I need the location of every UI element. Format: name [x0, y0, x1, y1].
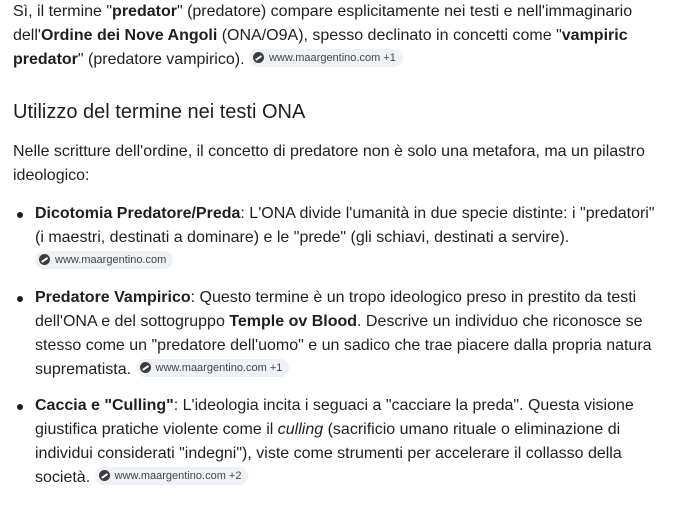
- item-text: (sacrificio umano rituale o eliminazione di individui considerati "indegni"), viste come strumenti per accelerare il collasso della società.: [35, 421, 622, 486]
- source-chip-label: www.maargentino.com +2: [114, 469, 242, 482]
- source-logo-icon: [140, 362, 151, 373]
- list-item: [13, 202, 656, 274]
- source-chip[interactable]: [249, 49, 403, 67]
- intro-text-1: Sì, il termine ": [13, 3, 113, 20]
- source-logo-icon: [99, 470, 110, 481]
- source-logo-icon: [253, 52, 264, 63]
- intro-bold-predator: predator: [112, 3, 177, 20]
- source-chip[interactable]: [136, 359, 290, 377]
- item-term: Caccia e "Culling": [35, 397, 174, 414]
- intro-text-2: " (predatore) compare esplicitamente nei testi e nell'immaginario dell': [13, 3, 633, 44]
- bullet-icon: [17, 296, 23, 302]
- source-chip[interactable]: [95, 467, 249, 485]
- intro-text-4: " (predatore vampirico).: [77, 51, 245, 68]
- item-term: Dicotomia Predatore/Preda: [35, 205, 241, 222]
- section-heading: Utilizzo del termine nei testi ONA: [13, 101, 306, 123]
- intro-text-3: (ONA/O9A), spesso declinato in concetti come ": [217, 27, 562, 44]
- list-item: [13, 286, 656, 382]
- lead-paragraph: Nelle scritture dell'ordine, il concetto di predatore non è solo una metafora, ma un pilastro ideologico:: [13, 143, 645, 184]
- bullet-list: [13, 202, 656, 490]
- item-italic-culling: culling: [277, 421, 324, 438]
- item-term: Predatore Vampirico: [35, 289, 191, 306]
- intro-bold-vampiric: vampiric predator: [13, 27, 628, 68]
- item-text: : L'ONA divide l'umanità in due specie distinte: i "predatori" (i maestri, destinati a dominare) e le "prede" (gli schiavi, destinati a servire).: [35, 205, 655, 246]
- intro-paragraph: [13, 0, 656, 72]
- source-chip[interactable]: [35, 251, 173, 269]
- item-text: . Descrive un individuo che riconosce se stesso come un "predatore dell'uomo" e un sadico che trae piacere dalla propria natura suprematista.: [35, 313, 652, 378]
- bullet-icon: [17, 404, 23, 410]
- source-logo-icon: [39, 254, 50, 265]
- list-item: [13, 394, 656, 490]
- bullet-icon: [17, 212, 23, 218]
- item-text: : L'ideologia incita i seguaci a "cacciare la preda". Questa visione giustifica pratiche violente come il: [35, 397, 634, 438]
- source-chip-label: www.maargentino.com +1: [155, 361, 283, 374]
- item-bold-temple: Temple ov Blood: [229, 313, 358, 330]
- source-chip-label: www.maargentino.com: [55, 253, 167, 266]
- intro-bold-ona: Ordine dei Nove Angoli: [40, 27, 218, 44]
- item-text: : Questo termine è un tropo ideologico preso in prestito da testi dell'ONA e del sottogruppo: [35, 289, 637, 330]
- source-chip-label: www.maargentino.com +1: [268, 51, 396, 64]
